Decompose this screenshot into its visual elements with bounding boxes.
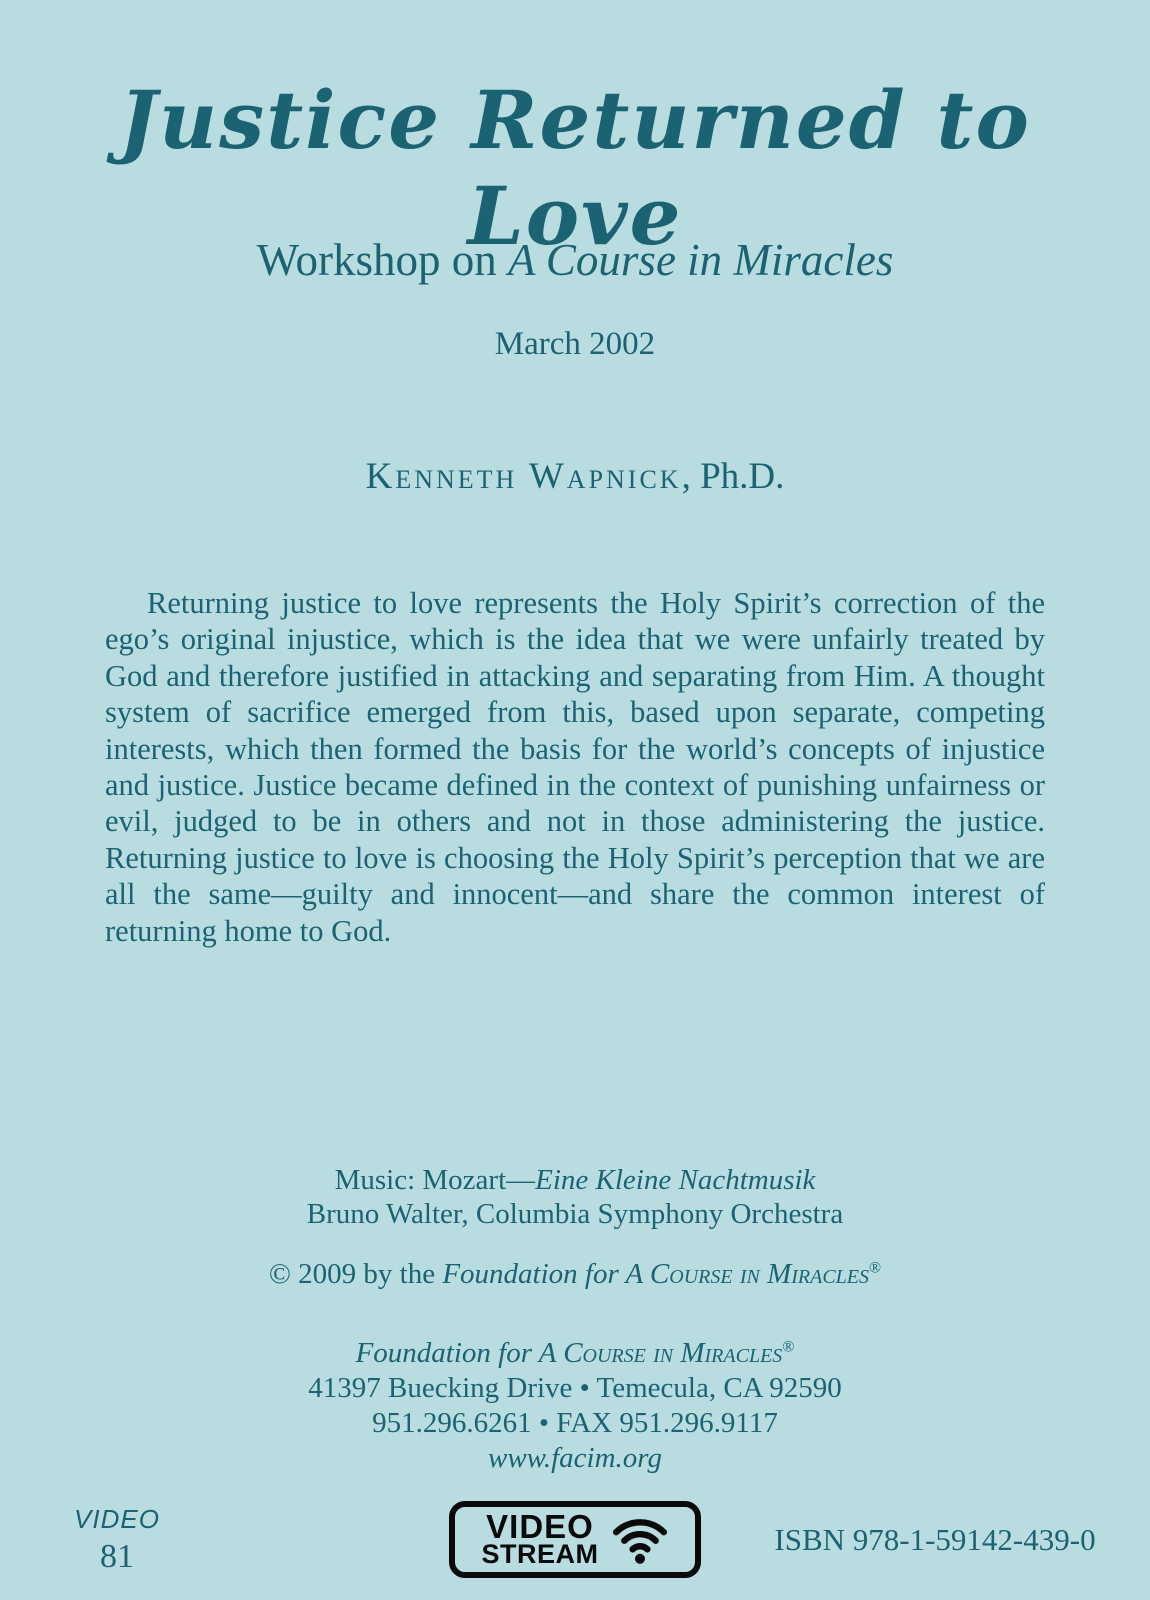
- course-title: A Course in Miracles: [507, 235, 894, 285]
- publisher-phone-fax: 951.296.6261 • FAX 951.296.9117: [372, 1407, 778, 1439]
- registered-trademark-symbol: ®: [869, 1259, 882, 1277]
- author-line: [0, 455, 1150, 498]
- music-work-title: Eine Kleine Nachtmusik: [535, 1164, 816, 1196]
- publisher-block: [0, 1336, 1150, 1476]
- event-date: March 2002: [494, 326, 656, 362]
- isbn-number: ISBN 978-1-59142-439-0: [774, 1522, 1096, 1557]
- video-stream-logo-line2: STREAM: [481, 1539, 599, 1570]
- publisher-org-prefix: Foundation for A: [355, 1337, 564, 1369]
- copyright-org-name: Course in Miracles: [649, 1258, 870, 1290]
- video-stream-logo-text: [481, 1507, 599, 1570]
- video-stream-logo-line1: VIDEO: [486, 1507, 594, 1545]
- publisher-street-address: 41397 Buecking Drive • Temecula, CA 92590: [308, 1372, 842, 1404]
- video-stream-logo: [449, 1501, 701, 1578]
- music-prefix: Music: Mozart—: [334, 1164, 536, 1196]
- registered-trademark-symbol: ®: [782, 1338, 795, 1356]
- copyright-org-prefix: Foundation for A: [442, 1258, 650, 1290]
- music-credit: [0, 1163, 1150, 1231]
- music-performers: Bruno Walter, Columbia Symphony Orchestra: [306, 1198, 844, 1230]
- abstract-paragraph: Returning justice to love represents the Holy Spirit’s correction of the ego’s original injustice, which is the idea that we were unfairly treated by God and therefore justified in attacking and separating from Him. A thought system of sacrifice emerged from this, based upon separate, competing interests, which then formed the basis for the world’s concepts of injustice and justice. Justice became defined in the context of punishing unfairness or evil, judged to be in others and not in those administering the justice. Returning justice to love is choosing the Holy Spirit’s perception that we are all the same—guilty and innocent—and share the common interest of returning home to God.: [105, 586, 1045, 948]
- wifi-icon: [611, 1515, 669, 1565]
- catalog-block: [52, 1504, 182, 1576]
- publisher-website: www.facim.org: [487, 1442, 662, 1474]
- author-suffix: , Ph.D.: [681, 456, 785, 497]
- author-name: Kenneth Wapnick: [365, 456, 682, 497]
- subtitle-prefix: Workshop on: [256, 235, 508, 285]
- music-line: [0, 1163, 1150, 1197]
- page-title: Justice Returned to Love: [119, 73, 1031, 263]
- publisher-org-name: Course in Miracles: [563, 1337, 783, 1369]
- publisher-org-line: [0, 1336, 1150, 1371]
- copyright-prefix: © 2009 by the: [268, 1258, 443, 1290]
- catalog-number: 81: [100, 1538, 134, 1575]
- video-format-label: VIDEO: [74, 1504, 160, 1534]
- workshop-subtitle: [0, 234, 1150, 286]
- copyright-line: [0, 1258, 1150, 1291]
